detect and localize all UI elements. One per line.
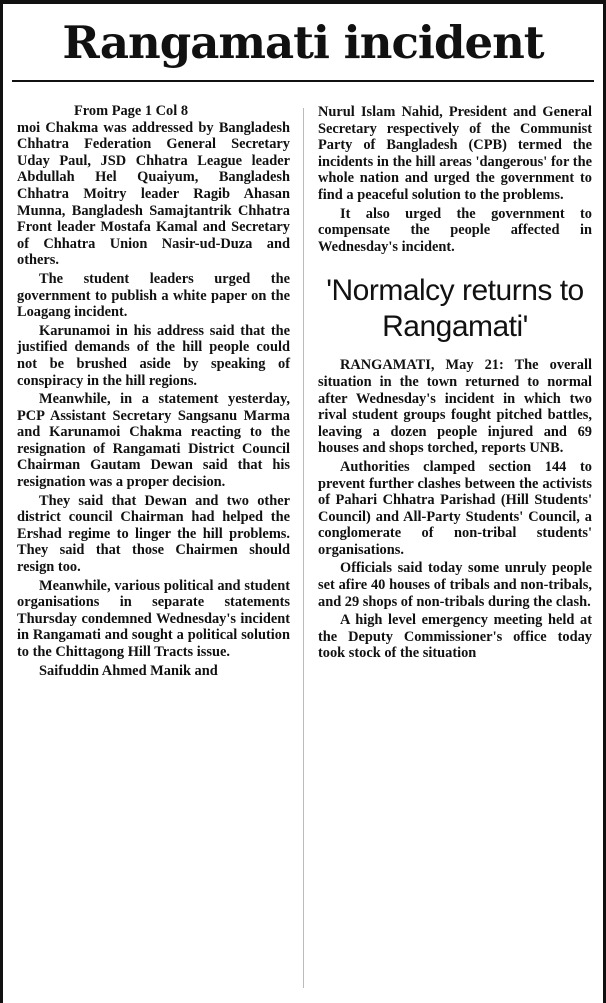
paragraph: Authorities clamped section 144 to prevent further clashes between the activists of Pahari Chhatra Parishad (Hill Students' Council) and All-Party Students' Council, a conglomerate of non-tribal students' organisations. (318, 458, 592, 558)
subhead: 'Normalcy returns to Rangamati' (326, 274, 584, 344)
left-column (17, 103, 290, 681)
paragraph: Nurul Islam Nahid, President and General Secretary respectively of the Communist Party of Bangladesh (CPB) termed the incidents in the hill areas 'dangerous' for the whole nation and urged the government to find a peaceful solution to the problems. (318, 104, 592, 203)
right-column (318, 104, 592, 664)
paragraph: Officials said today some unruly people set afire 40 houses of tribals and non-tribals, and 29 shops of non-tribals during the clash. (318, 560, 592, 610)
paragraph: Saifuddin Ahmed Manik and (39, 662, 218, 679)
paragraph: Meanwhile, in a statement yesterday, PCP Assistant Secretary Sangsanu Marma and Karunamoi Chakma reacting to the resignation of Rangamati District Council Chairman Gautam Dewan said that his resignation was a proper decision. (17, 391, 290, 491)
headline-rule (12, 80, 594, 82)
paragraph: The student leaders urged the government to publish a white paper on the Loagang incident. (17, 270, 290, 321)
paragraph: moi Chakma was addressed by Bangladesh Chhatra Federation General Secretary Uday Paul, JSD Chhatra League leader Abdullah Hel Quaiyum, Bangladesh Chhatra Moitry leader Ragib Ahasan Munna, Bangladesh Samajtantrik Chhatra Front leader Mostafa Kamal and Secretary of Chhatra Union Nasir-ud-Duza and others. (17, 119, 290, 269)
paragraph: A high level emergency meeting held at the Deputy Commissioner's office today took stock of the situation (318, 612, 592, 662)
paragraph: RANGAMATI, May 21: The overall situation in the town returned to normal after Wednesday's incident in which two rival student groups fought pitched battles, leaving a dozen people injured and 69 houses and shops torched, reports UNB. (318, 357, 592, 457)
paragraph: It also urged the government to compensate the people affected in Wednesday's incident. (318, 205, 592, 255)
jump-line: From Page 1 Col 8 (74, 103, 189, 119)
frame-left-border (0, 0, 3, 1003)
paragraph: They said that Dewan and two other district council Chairman had helped the Ershad regime to linger the hill problems. They said that those Chairmen should resign too. (17, 492, 290, 576)
column-divider (303, 108, 304, 988)
paragraph: Karunamoi in his address said that the justified demands of the hill people could not be brushed aside by speaking of conspiracy in the hill regions. (17, 322, 290, 389)
paragraph: Meanwhile, various political and student organisations in separate statements Thursday condemned Wednesday's incident in Rangamati and sought a political solution to the Chittagong Hill Tracts issue. (17, 577, 290, 660)
headline: Rangamati incident (62, 16, 544, 69)
frame-top-border (0, 0, 606, 4)
